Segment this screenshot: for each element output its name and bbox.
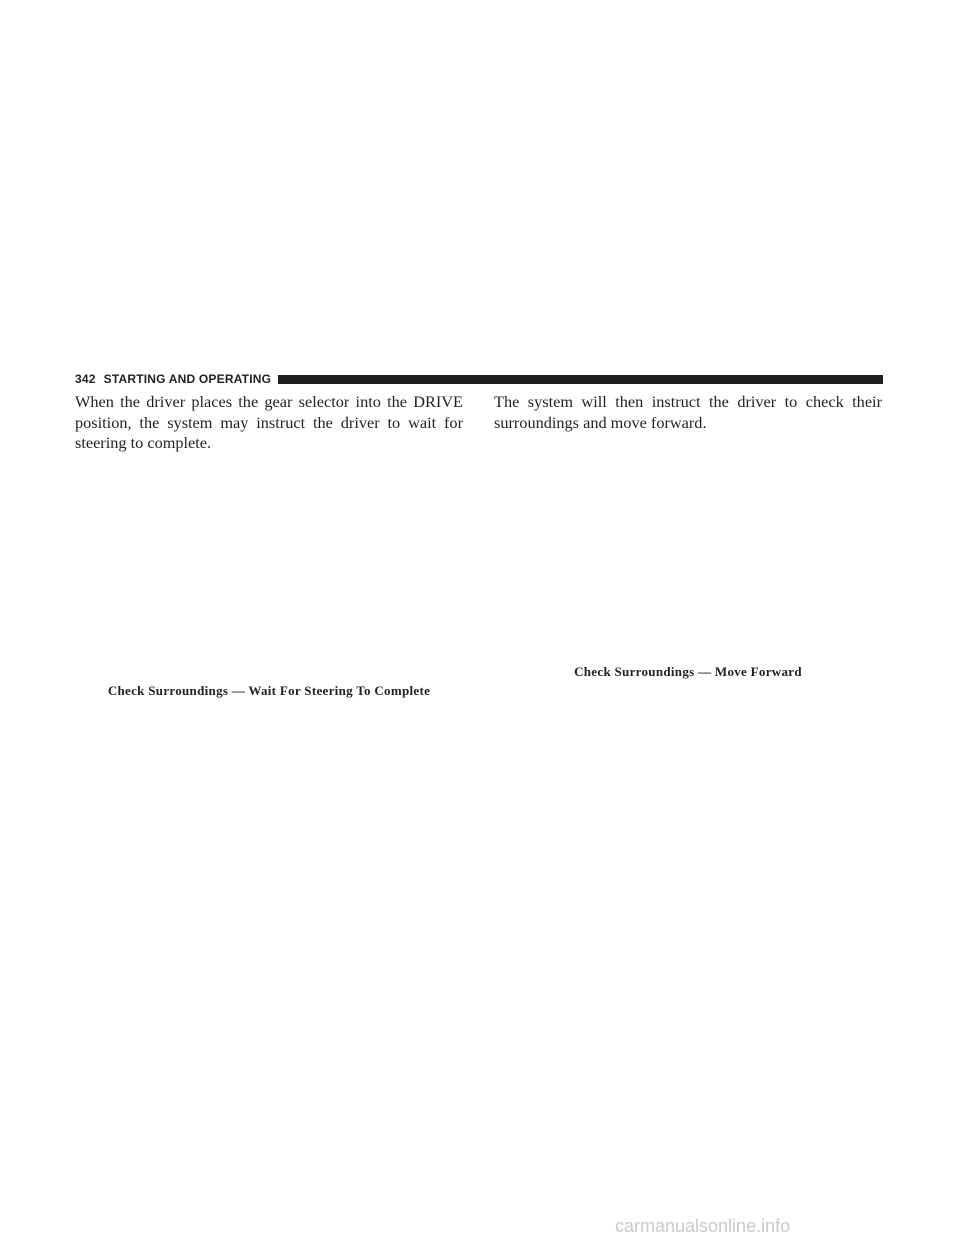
- caption-move-forward: Check Surroundings — Move Forward: [574, 664, 802, 679]
- caption-wait-for-steering: Check Surroundings — Wait For Steering To Complete: [107, 683, 431, 698]
- header-rule: [278, 375, 883, 384]
- watermark: carmanualsonline.info: [615, 1216, 791, 1236]
- page-number: 342: [75, 372, 96, 386]
- section-title: STARTING AND OPERATING: [103, 372, 272, 386]
- page-header: [75, 372, 883, 386]
- right-paragraph: The system will then instruct the driver to check their surroundings and move forward.: [494, 392, 882, 432]
- figure-move-forward: [494, 448, 882, 648]
- left-paragraph: When the driver places the gear selector into the DRIVE position, the system may instruct the driver to wait for steering to complete.: [75, 392, 463, 452]
- figure-wait-for-steering: [75, 468, 463, 668]
